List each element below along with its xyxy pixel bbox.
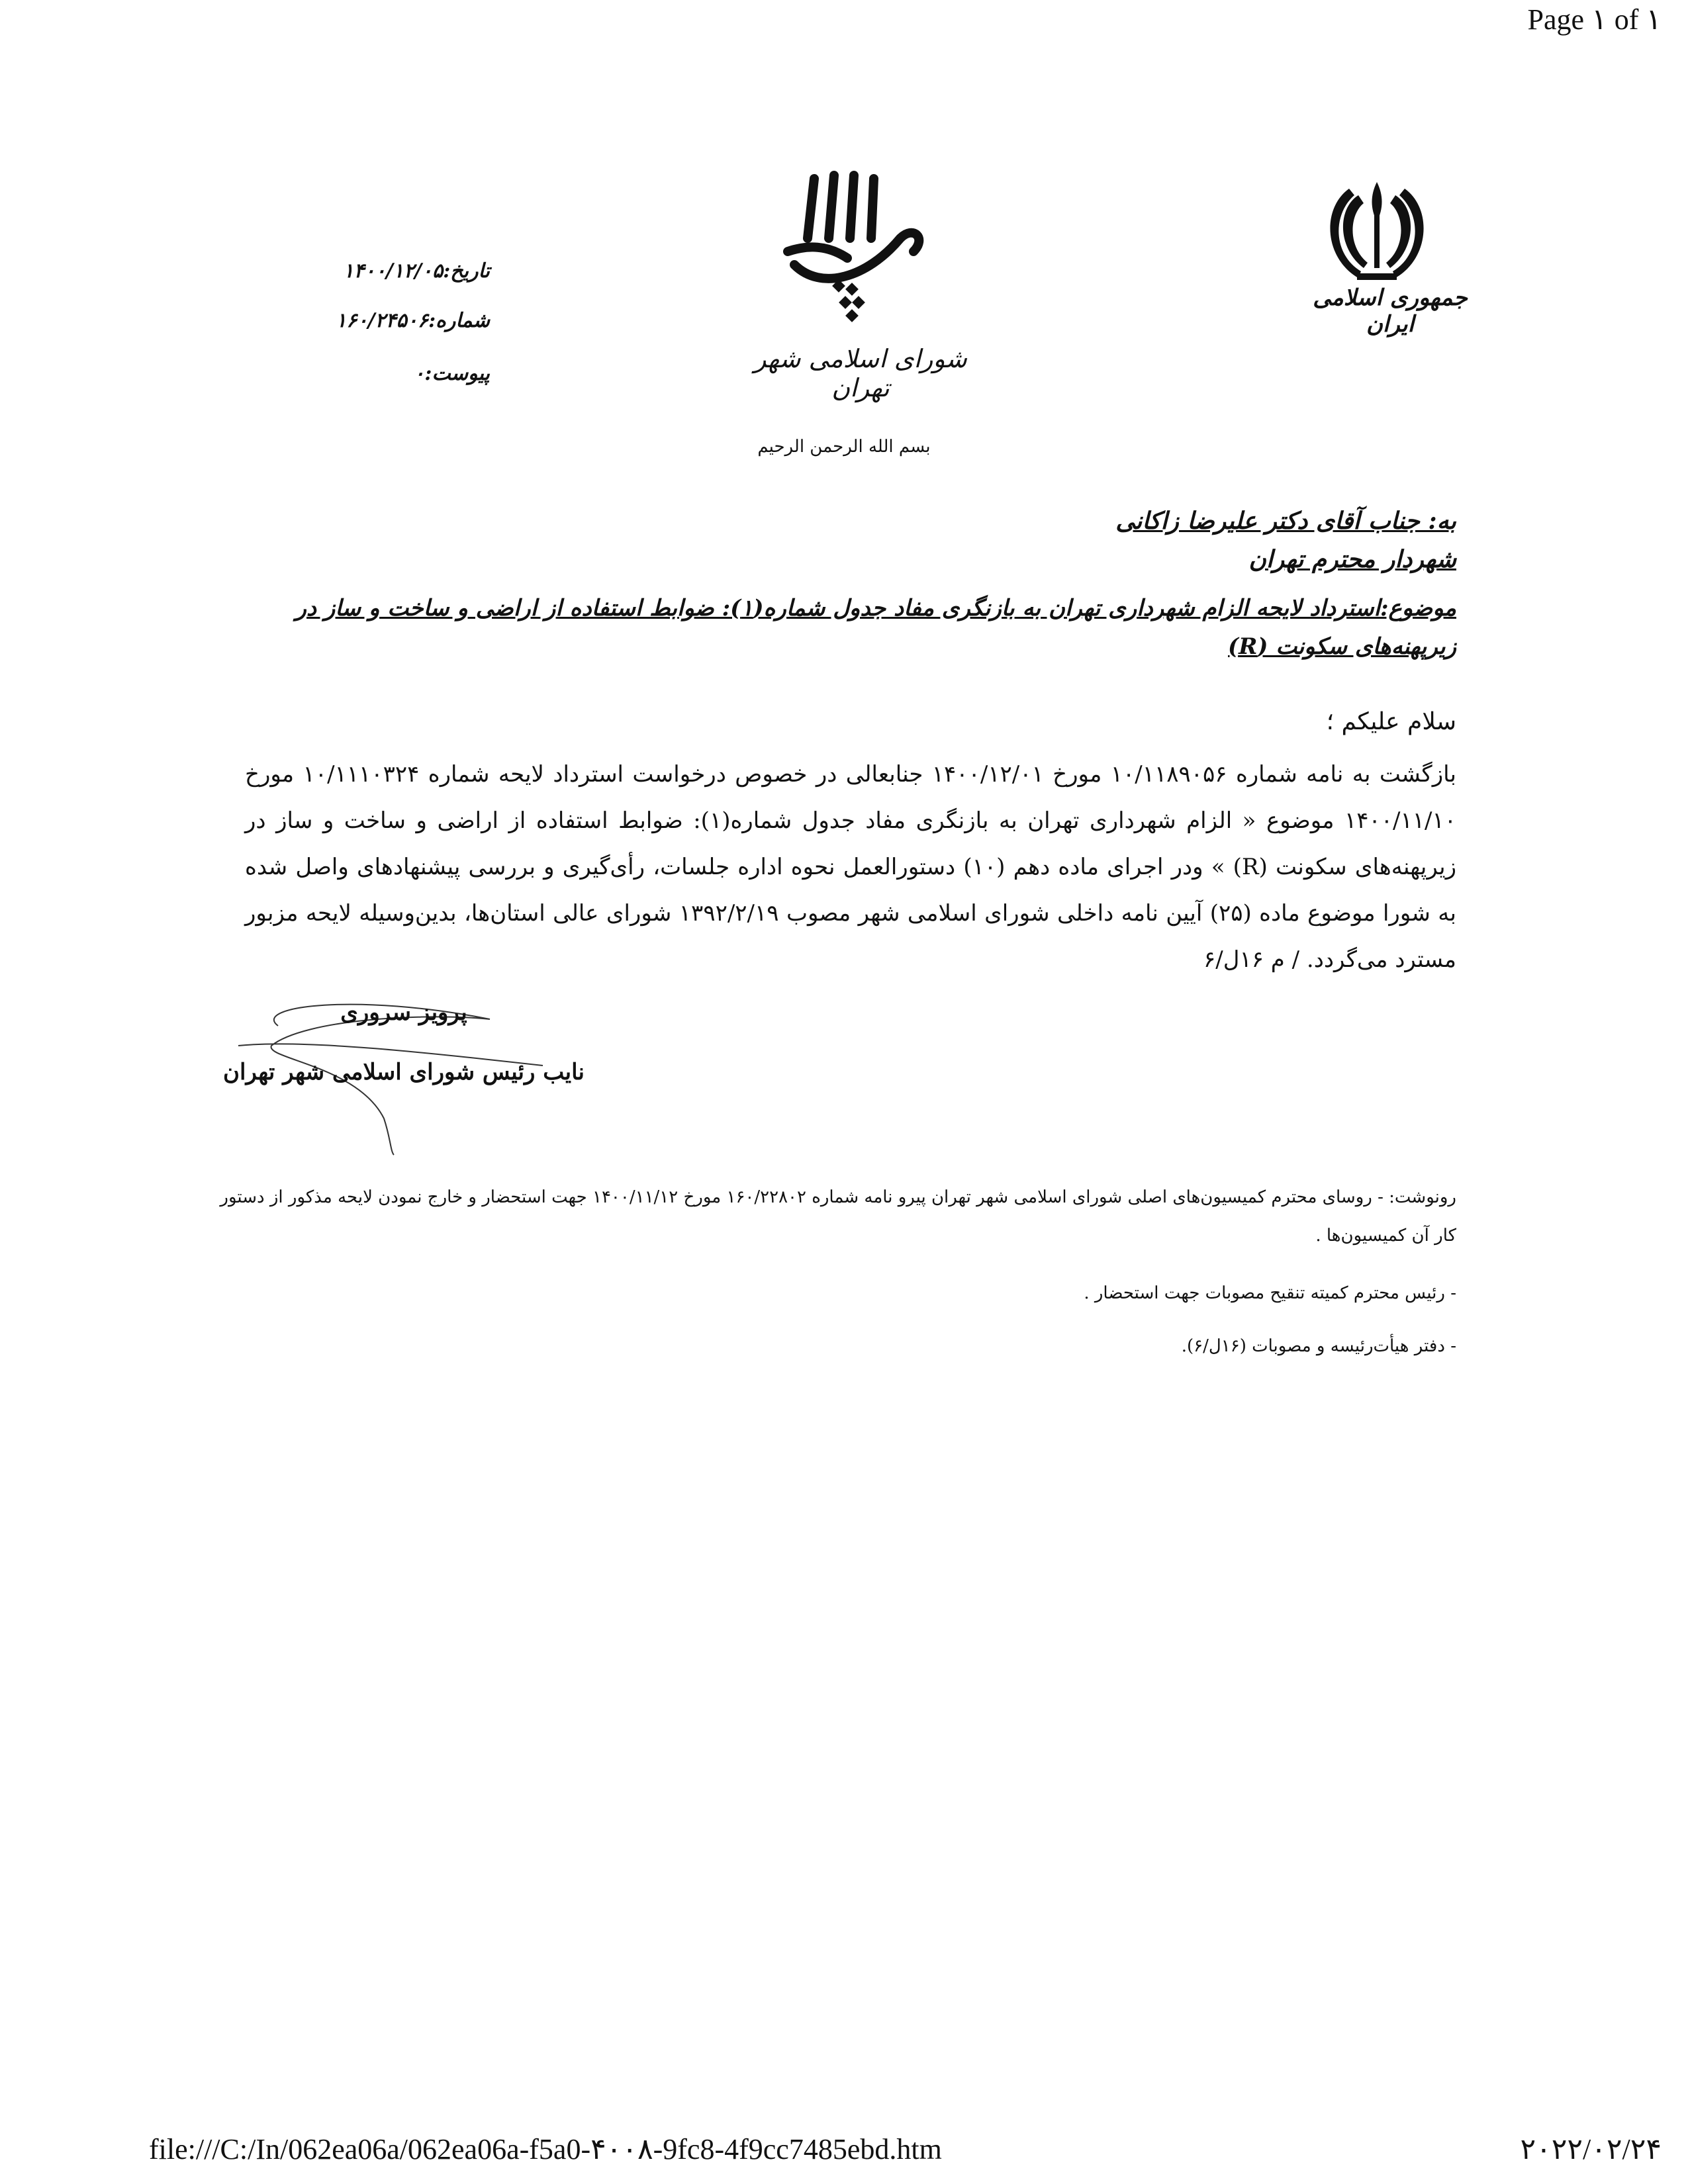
signer-title: نایب رئیس شورای اسلامی شهر تهران [223,1059,585,1085]
letter-attachment: پیوست:۰ [414,362,490,385]
cc-line-2: - رئیس محترم کمیته تنقیح مصوبات جهت استحضار . [1084,1283,1456,1303]
footer-file-url: file:///C:/In/062ea06a/062ea06a-f5a0-۴۰۰۸-9fc8-4f9cc7485ebd.htm [149,2133,942,2165]
subject-line: موضوع:استرداد لایحه الزام شهرداری تهران به بازنگری مفاد جدول شماره(۱): ضوابط استفاده از اراضی و ساخت و ساز در زیرپهنه‌های سکونت (R) [295,595,1456,660]
greeting: سلام علیکم ؛ [1326,708,1456,735]
recipient-line-1: به: جناب آقای دکتر علیرضا زاکانی [1115,507,1456,535]
letter-number: شماره:۱۶۰/۲۴۵۰۶ [336,309,490,332]
council-logo-icon [768,165,940,338]
bismillah: بسم الله الرحمن الرحیم [757,437,931,457]
council-name: شورای اسلامی شهر تهران [754,344,967,402]
footer-date: ۲۰۲۲/۰۲/۲۴ [1520,2133,1662,2165]
page-number: Page ۱ of ۱ [1527,3,1662,36]
council-logo [768,165,940,338]
signer-name: پرویز سروری [340,999,467,1026]
recipient-line-2: شهردار محترم تهران [1248,545,1456,573]
letter-date: تاریخ:۱۴۰۰/۱۲/۰۵ [343,259,490,283]
emblem-caption: جمهوری اسلامی ایران [1313,285,1468,338]
cc-line-1: رونوشت: - روسای محترم کمیسیون‌های اصلی شورای اسلامی شهر تهران پیرو نامه شماره ۱۶۰/۲۲۸۰۲ مورخ ۱۴۰۰/۱۱/۱۲ جهت استحضار و خارج نمودن لایحه مذکور از دستور کار آن کمیسیون‌ها . [220,1187,1456,1246]
cc-line-3: - دفتر هیأت‌رئیسه و مصوبات (۱۶ل/۶). [1181,1336,1456,1356]
body-paragraph: بازگشت به نامه شماره ۱۰/۱۱۸۹۰۵۶ مورخ ۱۴۰۰/۱۲/۰۱ جنابعالی در خصوص درخواست استرداد لایحه شماره ۱۰/۱۱۱۰۳۲۴ مورخ ۱۴۰۰/۱۱/۱۰ موضوع « الزام شهرداری تهران به بازنگری مفاد جدول شماره(۱): ضوابط استفاده از اراضی و ساخت و ساز در زیرپهنه‌های سکونت (R) » ودر اجرای ماده دهم (۱۰) دستورالعمل نحوه اداره جلسات، رأی‌گیری و بررسی پیشنهادهای واصل شده به شورا موضوع ماده (۲۵) آیین نامه داخلی شورای اسلامی شهر مصوب ۱۳۹۲/۲/۱۹ شورای عالی استان‌ها، بدین‌وسیله لایحه مزبور مسترد می‌گردد. / م ۱۶ل/۶ [245,761,1456,973]
